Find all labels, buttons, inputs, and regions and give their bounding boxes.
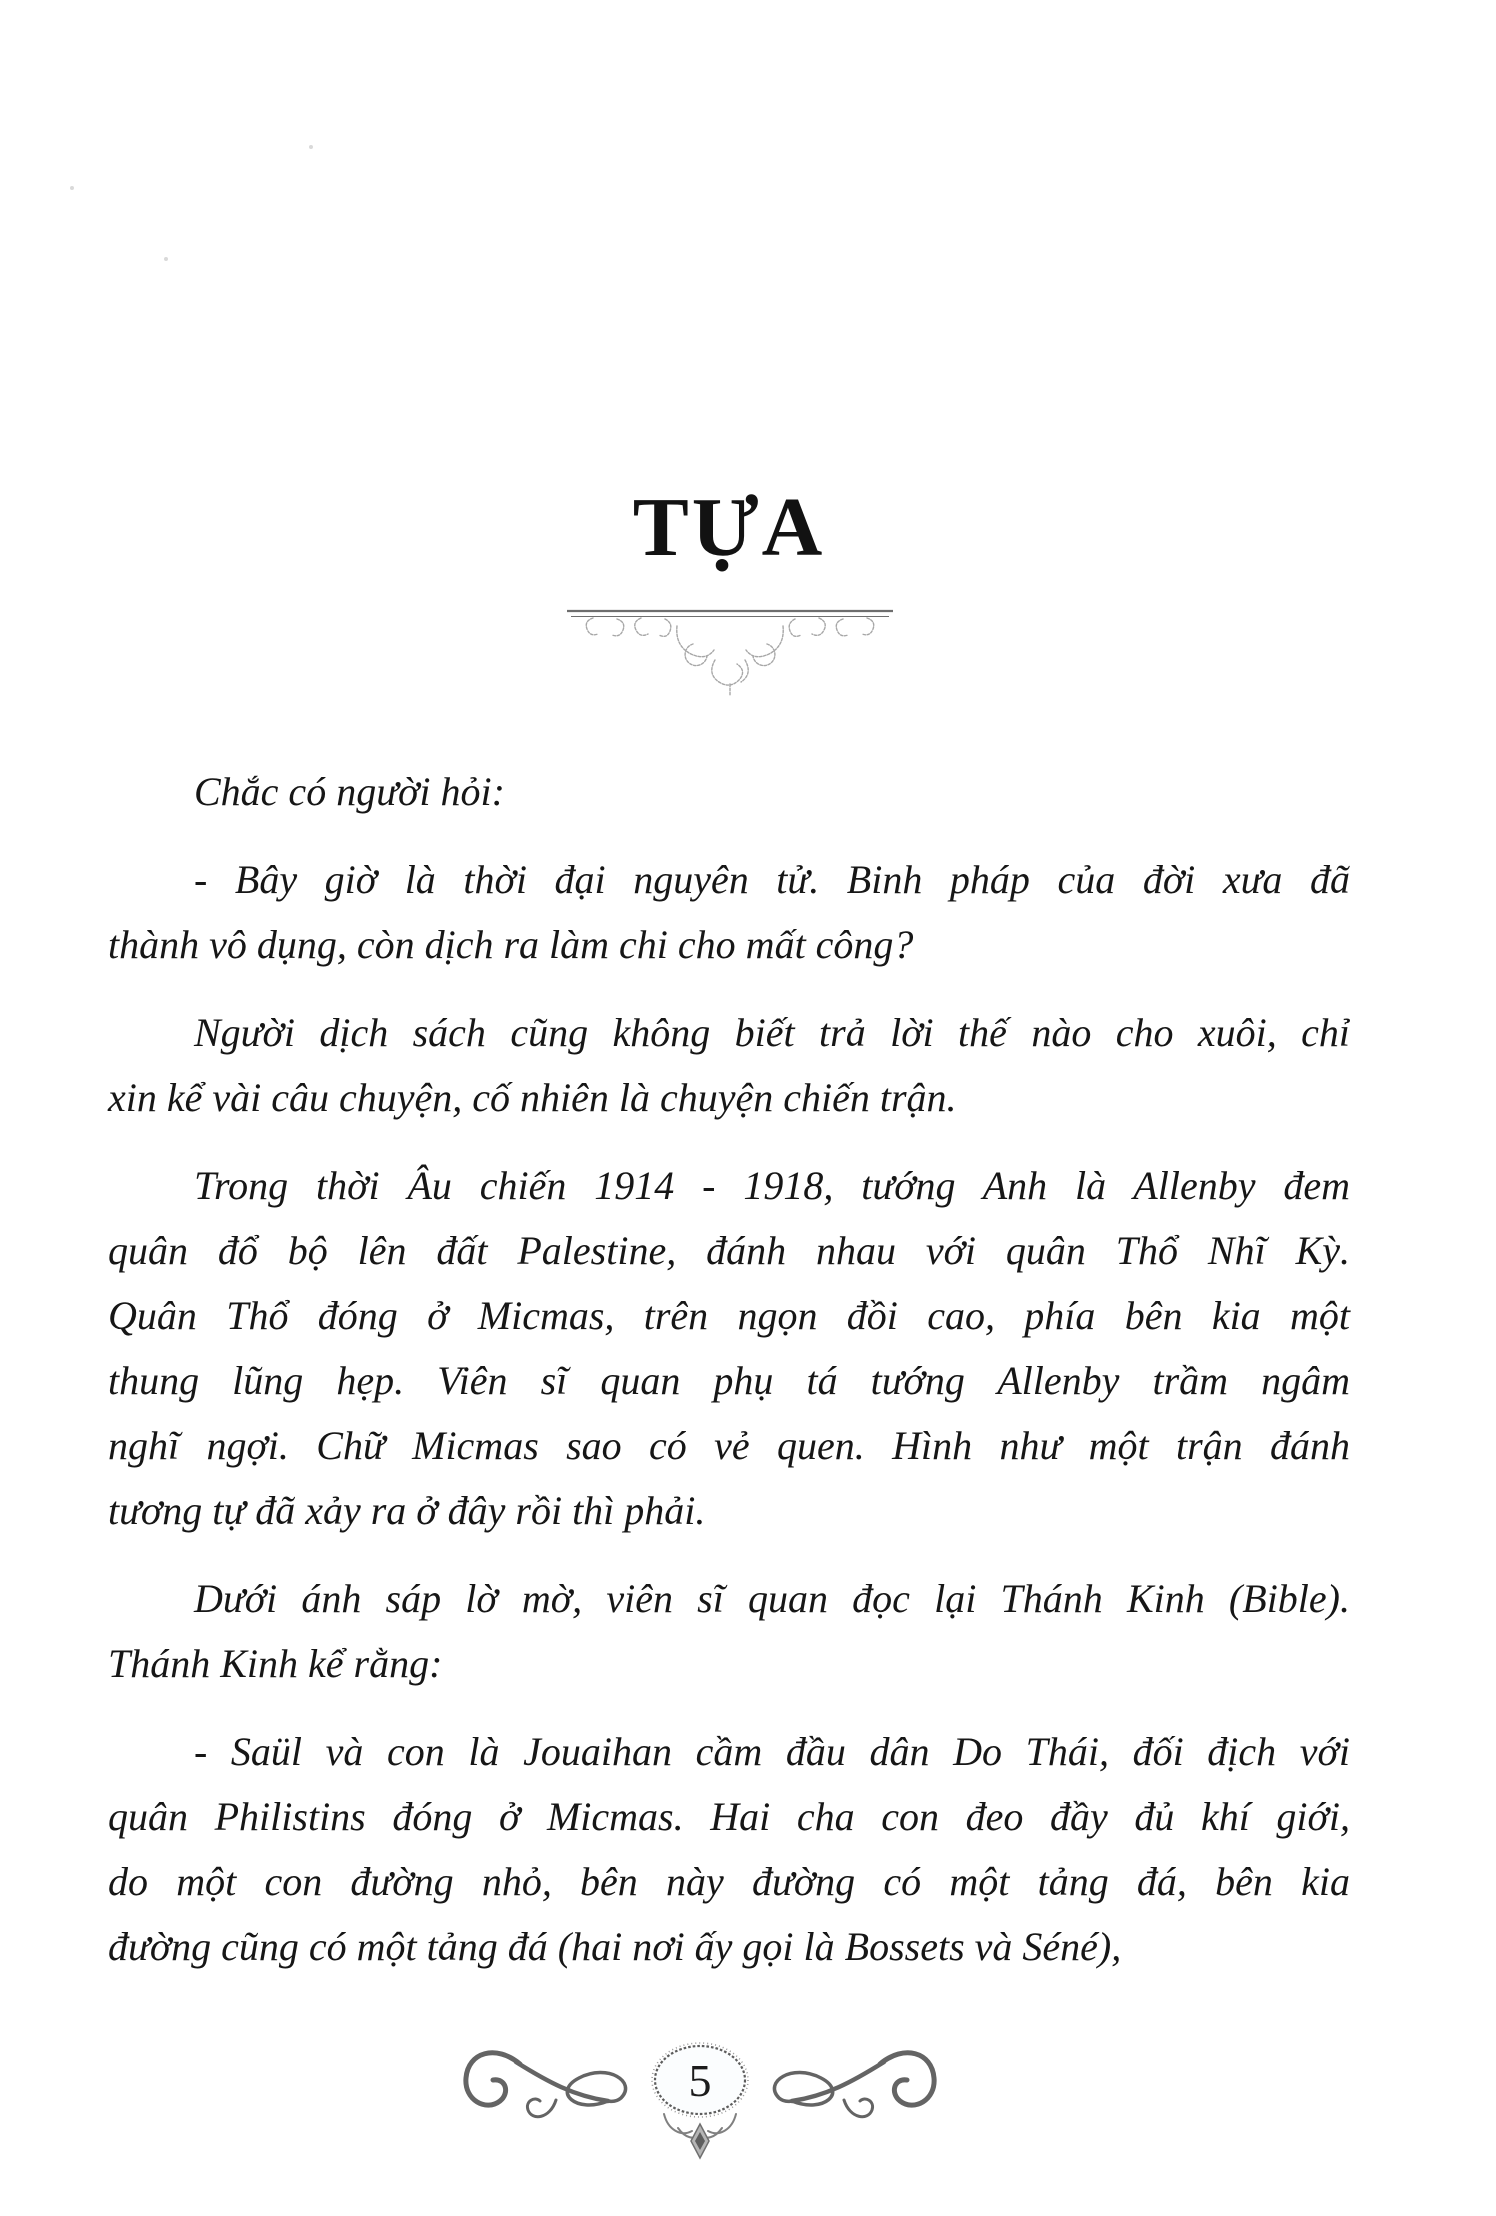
preface-text-block [108, 759, 1350, 2002]
footer-flourish-ornament [458, 2040, 942, 2172]
text-line: nghĩ ngợi. Chữ Micmas sao có vẻ quen. Hình như một trận đánh [108, 1423, 1350, 1468]
paragraph [108, 1566, 1350, 1696]
text-line: tương tự đã xảy ra ở đây rồi thì phải. [108, 1488, 706, 1533]
scan-speck [70, 186, 74, 190]
text-line: - Bây giờ là thời đại nguyên tử. Binh pháp của đời xưa đã [194, 857, 1350, 902]
text-line: do một con đường nhỏ, bên này đường có một tảng đá, bên kia [108, 1859, 1350, 1904]
text-line: thành vô dụng, còn dịch ra làm chi cho mất công? [108, 922, 914, 967]
text-line: Thánh Kinh kể rằng: [108, 1641, 443, 1686]
page-title: TỰA [632, 481, 826, 574]
paragraph [108, 1000, 1350, 1130]
page-number: 5 [688, 2055, 712, 2106]
text-line: Trong thời Âu chiến 1914 - 1918, tướng Anh là Allenby đem [194, 1163, 1350, 1208]
text-line: đường cũng có một tảng đá (hai nơi ấy gọi là Bossets và Séné), [108, 1924, 1122, 1969]
text-line: quân đổ bộ lên đất Palestine, đánh nhau với quân Thổ Nhĩ Kỳ. [108, 1228, 1350, 1273]
text-line: Chắc có người hỏi: [194, 769, 505, 814]
text-line: Dưới ánh sáp lờ mờ, viên sĩ quan đọc lại Thánh Kinh (Bible). [194, 1576, 1350, 1621]
title-divider-ornament [565, 604, 895, 699]
paragraph [108, 1153, 1350, 1543]
text-line: - Saül và con là Jouaihan cầm đầu dân Do Thái, đối địch với [194, 1729, 1350, 1774]
text-line: quân Philistins đóng ở Micmas. Hai cha con đeo đầy đủ khí giới, [108, 1794, 1350, 1839]
text-line: Quân Thổ đóng ở Micmas, trên ngọn đồi cao, phía bên kia một [108, 1293, 1350, 1338]
text-line: thung lũng hẹp. Viên sĩ quan phụ tá tướng Allenby trầm ngâm [108, 1358, 1350, 1403]
text-line: Người dịch sách cũng không biết trả lời thế nào cho xuôi, chỉ [194, 1010, 1350, 1055]
paragraph [108, 847, 1350, 977]
paragraph [108, 759, 1350, 824]
text-line: xin kể vài câu chuyện, cố nhiên là chuyện chiến trận. [108, 1075, 957, 1120]
scan-speck [309, 145, 313, 149]
scan-speck [164, 257, 168, 261]
paragraph [108, 1719, 1350, 1979]
